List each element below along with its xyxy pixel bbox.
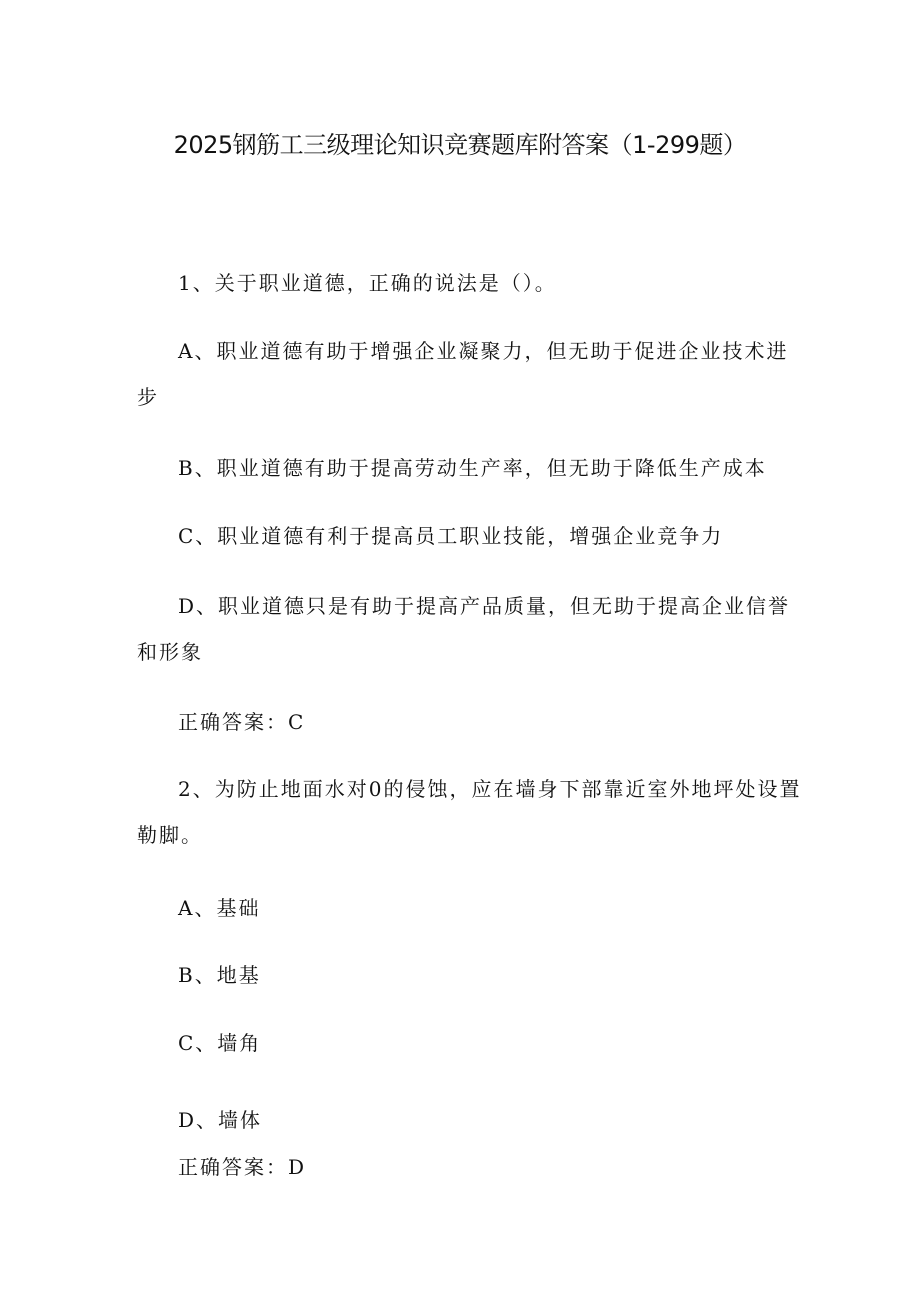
question-1-option-a: A、职业道德有助于增强企业凝聚力，但无助于促进企业技术进	[178, 339, 789, 363]
question-1-option-d-continued: 和形象	[137, 640, 203, 664]
question-1-answer: 正确答案：C	[178, 710, 306, 734]
document-title: 2025钢筋工三级理论知识竞赛题库附答案（1-299题）	[173, 131, 747, 159]
question-1-stem: 1、关于职业道德，正确的说法是（）。	[178, 271, 557, 295]
question-2-option-b: B、地基	[178, 963, 261, 987]
question-1-option-d: D、职业道德只是有助于提高产品质量，但无助于提高企业信誉	[178, 594, 791, 618]
question-1-option-b: B、职业道德有助于提高劳动生产率，但无助于降低生产成本	[178, 456, 767, 480]
question-1-option-a-continued: 步	[137, 385, 159, 409]
question-2-option-d: D、墙体	[178, 1108, 263, 1132]
question-1-option-c: C、职业道德有利于提高员工职业技能，增强企业竞争力	[178, 524, 724, 548]
question-2-stem: 2、为防止地面水对0的侵蚀，应在墙身下部靠近室外地坪处设置	[178, 777, 802, 801]
question-2-option-a: A、基础	[178, 896, 261, 920]
question-2-stem-continued: 勒脚。	[137, 823, 203, 847]
question-2-option-c: C、墙角	[178, 1031, 262, 1055]
question-2-answer: 正确答案：D	[178, 1155, 307, 1179]
